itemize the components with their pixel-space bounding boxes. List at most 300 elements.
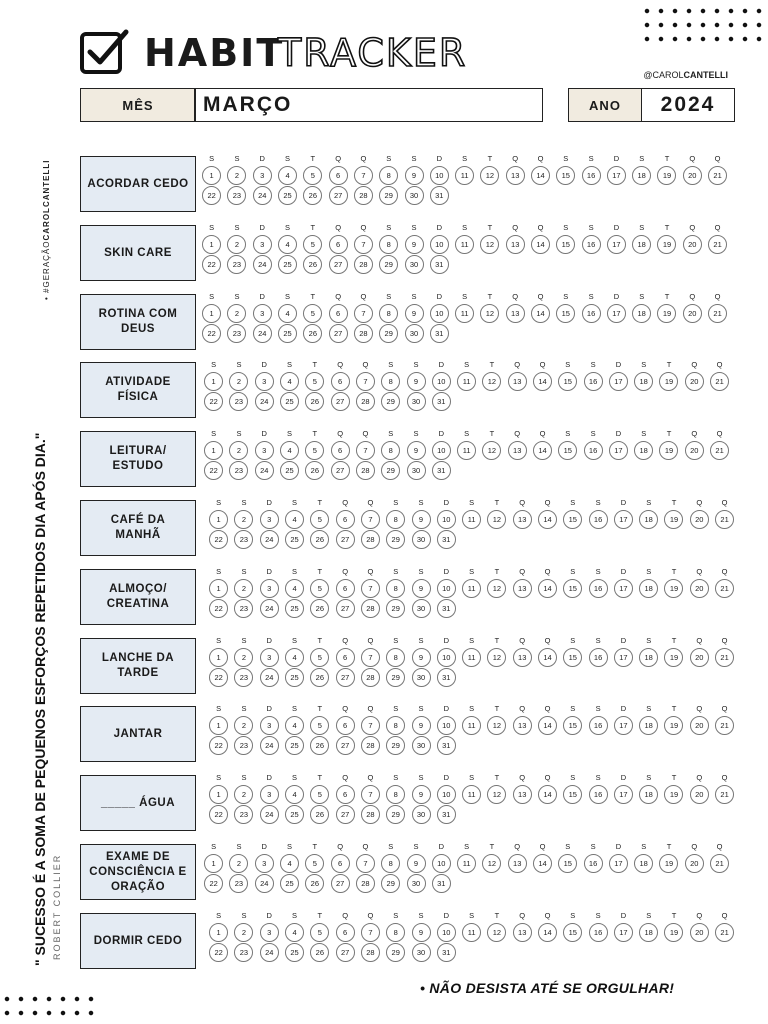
day-circle[interactable]: 16 <box>584 441 603 460</box>
day-circle[interactable]: 27 <box>336 530 355 549</box>
day-circle[interactable]: 19 <box>664 716 683 735</box>
day-circle[interactable]: 9 <box>412 923 431 942</box>
day-circle[interactable]: 21 <box>715 648 734 667</box>
day-circle[interactable]: 24 <box>260 668 279 687</box>
day-circle[interactable]: 24 <box>260 736 279 755</box>
day-circle[interactable]: 12 <box>480 166 499 185</box>
day-circle[interactable]: 8 <box>386 648 405 667</box>
day-circle[interactable]: 11 <box>462 785 481 804</box>
day-circle[interactable]: 13 <box>508 441 527 460</box>
day-circle[interactable]: 15 <box>563 510 582 529</box>
day-circle[interactable]: 10 <box>437 579 456 598</box>
day-circle[interactable]: 1 <box>202 235 221 254</box>
day-circle[interactable]: 10 <box>437 785 456 804</box>
day-circle[interactable]: 18 <box>639 648 658 667</box>
day-circle[interactable]: 19 <box>657 166 676 185</box>
day-circle[interactable]: 29 <box>381 461 400 480</box>
day-circle[interactable]: 16 <box>582 166 601 185</box>
day-circle[interactable]: 28 <box>361 736 380 755</box>
day-circle[interactable]: 5 <box>305 854 324 873</box>
day-circle[interactable]: 7 <box>361 716 380 735</box>
day-circle[interactable]: 13 <box>513 923 532 942</box>
day-circle[interactable]: 12 <box>480 304 499 323</box>
day-circle[interactable]: 21 <box>708 166 727 185</box>
day-circle[interactable]: 26 <box>305 461 324 480</box>
day-circle[interactable]: 24 <box>260 943 279 962</box>
day-circle[interactable]: 6 <box>336 785 355 804</box>
day-circle[interactable]: 16 <box>584 372 603 391</box>
day-circle[interactable]: 11 <box>462 510 481 529</box>
day-circle[interactable]: 1 <box>209 648 228 667</box>
day-circle[interactable]: 28 <box>354 324 373 343</box>
day-circle[interactable]: 9 <box>405 166 424 185</box>
day-circle[interactable]: 21 <box>715 510 734 529</box>
day-circle[interactable]: 5 <box>303 235 322 254</box>
day-circle[interactable]: 17 <box>614 716 633 735</box>
day-circle[interactable]: 31 <box>437 599 456 618</box>
day-circle[interactable]: 13 <box>508 854 527 873</box>
day-circle[interactable]: 26 <box>305 874 324 893</box>
day-circle[interactable]: 14 <box>538 510 557 529</box>
day-circle[interactable]: 19 <box>659 372 678 391</box>
day-circle[interactable]: 28 <box>354 186 373 205</box>
day-circle[interactable]: 19 <box>664 923 683 942</box>
day-circle[interactable]: 29 <box>386 530 405 549</box>
day-circle[interactable]: 19 <box>664 648 683 667</box>
day-circle[interactable]: 20 <box>685 372 704 391</box>
day-circle[interactable]: 5 <box>310 785 329 804</box>
day-circle[interactable]: 8 <box>379 235 398 254</box>
day-circle[interactable]: 3 <box>253 304 272 323</box>
day-circle[interactable]: 22 <box>202 186 221 205</box>
day-circle[interactable]: 7 <box>356 854 375 873</box>
day-circle[interactable]: 13 <box>513 510 532 529</box>
day-circle[interactable]: 3 <box>253 166 272 185</box>
day-circle[interactable]: 5 <box>310 510 329 529</box>
day-circle[interactable]: 11 <box>455 304 474 323</box>
day-circle[interactable]: 21 <box>708 304 727 323</box>
day-circle[interactable]: 23 <box>229 392 248 411</box>
day-circle[interactable]: 16 <box>582 304 601 323</box>
day-circle[interactable]: 27 <box>336 599 355 618</box>
day-circle[interactable]: 18 <box>639 923 658 942</box>
day-circle[interactable]: 18 <box>639 785 658 804</box>
day-circle[interactable]: 1 <box>204 441 223 460</box>
day-circle[interactable]: 14 <box>538 648 557 667</box>
day-circle[interactable]: 18 <box>639 579 658 598</box>
day-circle[interactable]: 11 <box>457 372 476 391</box>
day-circle[interactable]: 27 <box>329 324 348 343</box>
day-circle[interactable]: 28 <box>356 392 375 411</box>
day-circle[interactable]: 27 <box>331 461 350 480</box>
day-circle[interactable]: 31 <box>432 461 451 480</box>
day-circle[interactable]: 16 <box>584 854 603 873</box>
day-circle[interactable]: 6 <box>329 304 348 323</box>
day-circle[interactable]: 4 <box>278 304 297 323</box>
day-circle[interactable]: 23 <box>234 805 253 824</box>
day-circle[interactable]: 4 <box>285 648 304 667</box>
day-circle[interactable]: 19 <box>657 235 676 254</box>
day-circle[interactable]: 14 <box>531 166 550 185</box>
day-circle[interactable]: 26 <box>303 255 322 274</box>
day-circle[interactable]: 17 <box>607 235 626 254</box>
day-circle[interactable]: 10 <box>430 166 449 185</box>
day-circle[interactable]: 3 <box>260 510 279 529</box>
day-circle[interactable]: 29 <box>386 599 405 618</box>
day-circle[interactable]: 23 <box>227 324 246 343</box>
day-circle[interactable]: 10 <box>432 854 451 873</box>
day-circle[interactable]: 22 <box>204 874 223 893</box>
day-circle[interactable]: 18 <box>634 372 653 391</box>
day-circle[interactable]: 14 <box>531 304 550 323</box>
day-circle[interactable]: 20 <box>683 235 702 254</box>
day-circle[interactable]: 11 <box>455 166 474 185</box>
day-circle[interactable]: 12 <box>487 579 506 598</box>
day-circle[interactable]: 30 <box>412 736 431 755</box>
day-circle[interactable]: 2 <box>234 923 253 942</box>
day-circle[interactable]: 12 <box>482 441 501 460</box>
day-circle[interactable]: 4 <box>280 441 299 460</box>
day-circle[interactable]: 6 <box>336 716 355 735</box>
day-circle[interactable]: 28 <box>354 255 373 274</box>
day-circle[interactable]: 8 <box>386 579 405 598</box>
day-circle[interactable]: 9 <box>407 854 426 873</box>
day-circle[interactable]: 22 <box>209 736 228 755</box>
day-circle[interactable]: 1 <box>202 166 221 185</box>
day-circle[interactable]: 13 <box>506 166 525 185</box>
day-circle[interactable]: 22 <box>202 255 221 274</box>
day-circle[interactable]: 31 <box>430 186 449 205</box>
day-circle[interactable]: 25 <box>285 805 304 824</box>
day-circle[interactable]: 30 <box>412 599 431 618</box>
day-circle[interactable]: 14 <box>533 441 552 460</box>
day-circle[interactable]: 11 <box>462 648 481 667</box>
day-circle[interactable]: 31 <box>437 530 456 549</box>
day-circle[interactable]: 1 <box>209 716 228 735</box>
day-circle[interactable]: 16 <box>589 648 608 667</box>
day-circle[interactable]: 27 <box>329 186 348 205</box>
day-circle[interactable]: 26 <box>310 805 329 824</box>
day-circle[interactable]: 29 <box>379 186 398 205</box>
day-circle[interactable]: 17 <box>614 923 633 942</box>
day-circle[interactable]: 5 <box>303 304 322 323</box>
day-circle[interactable]: 15 <box>563 923 582 942</box>
day-circle[interactable]: 3 <box>260 923 279 942</box>
day-circle[interactable]: 17 <box>609 854 628 873</box>
day-circle[interactable]: 4 <box>285 716 304 735</box>
day-circle[interactable]: 17 <box>607 166 626 185</box>
day-circle[interactable]: 14 <box>538 923 557 942</box>
day-circle[interactable]: 21 <box>715 716 734 735</box>
day-circle[interactable]: 18 <box>639 716 658 735</box>
day-circle[interactable]: 2 <box>234 716 253 735</box>
day-circle[interactable]: 10 <box>430 304 449 323</box>
day-circle[interactable]: 25 <box>278 186 297 205</box>
day-circle[interactable]: 18 <box>634 854 653 873</box>
day-circle[interactable]: 11 <box>457 854 476 873</box>
day-circle[interactable]: 8 <box>379 166 398 185</box>
day-circle[interactable]: 5 <box>305 372 324 391</box>
day-circle[interactable]: 2 <box>227 166 246 185</box>
day-circle[interactable]: 9 <box>412 716 431 735</box>
day-circle[interactable]: 25 <box>280 392 299 411</box>
day-circle[interactable]: 19 <box>664 579 683 598</box>
day-circle[interactable]: 17 <box>614 785 633 804</box>
day-circle[interactable]: 26 <box>310 943 329 962</box>
day-circle[interactable]: 18 <box>632 304 651 323</box>
day-circle[interactable]: 7 <box>356 372 375 391</box>
day-circle[interactable]: 5 <box>310 923 329 942</box>
day-circle[interactable]: 26 <box>310 736 329 755</box>
day-circle[interactable]: 7 <box>354 166 373 185</box>
day-circle[interactable]: 23 <box>234 599 253 618</box>
day-circle[interactable]: 19 <box>664 510 683 529</box>
day-circle[interactable]: 28 <box>361 943 380 962</box>
day-circle[interactable]: 22 <box>209 599 228 618</box>
day-circle[interactable]: 8 <box>386 716 405 735</box>
day-circle[interactable]: 31 <box>437 805 456 824</box>
day-circle[interactable]: 20 <box>690 579 709 598</box>
day-circle[interactable]: 5 <box>310 716 329 735</box>
day-circle[interactable]: 15 <box>558 372 577 391</box>
day-circle[interactable]: 27 <box>336 805 355 824</box>
day-circle[interactable]: 13 <box>513 716 532 735</box>
day-circle[interactable]: 24 <box>253 255 272 274</box>
day-circle[interactable]: 16 <box>589 579 608 598</box>
day-circle[interactable]: 30 <box>405 186 424 205</box>
day-circle[interactable]: 24 <box>255 874 274 893</box>
month-value[interactable]: MARÇO <box>194 88 543 122</box>
day-circle[interactable]: 22 <box>204 392 223 411</box>
day-circle[interactable]: 9 <box>407 441 426 460</box>
day-circle[interactable]: 15 <box>556 235 575 254</box>
day-circle[interactable]: 9 <box>407 372 426 391</box>
day-circle[interactable]: 11 <box>457 441 476 460</box>
day-circle[interactable]: 1 <box>204 372 223 391</box>
day-circle[interactable]: 9 <box>412 510 431 529</box>
day-circle[interactable]: 1 <box>209 510 228 529</box>
day-circle[interactable]: 25 <box>285 599 304 618</box>
day-circle[interactable]: 2 <box>234 648 253 667</box>
day-circle[interactable]: 23 <box>229 874 248 893</box>
day-circle[interactable]: 15 <box>563 716 582 735</box>
day-circle[interactable]: 21 <box>715 923 734 942</box>
day-circle[interactable]: 7 <box>361 579 380 598</box>
day-circle[interactable]: 14 <box>533 854 552 873</box>
day-circle[interactable]: 31 <box>430 255 449 274</box>
day-circle[interactable]: 22 <box>209 805 228 824</box>
day-circle[interactable]: 31 <box>432 392 451 411</box>
day-circle[interactable]: 12 <box>487 648 506 667</box>
day-circle[interactable]: 14 <box>538 785 557 804</box>
day-circle[interactable]: 23 <box>227 186 246 205</box>
day-circle[interactable]: 4 <box>280 854 299 873</box>
day-circle[interactable]: 24 <box>255 392 274 411</box>
day-circle[interactable]: 22 <box>202 324 221 343</box>
day-circle[interactable]: 15 <box>556 166 575 185</box>
day-circle[interactable]: 27 <box>336 736 355 755</box>
day-circle[interactable]: 8 <box>381 854 400 873</box>
day-circle[interactable]: 27 <box>329 255 348 274</box>
day-circle[interactable]: 30 <box>407 461 426 480</box>
day-circle[interactable]: 13 <box>513 785 532 804</box>
day-circle[interactable]: 3 <box>255 372 274 391</box>
day-circle[interactable]: 1 <box>209 785 228 804</box>
day-circle[interactable]: 20 <box>685 854 704 873</box>
day-circle[interactable]: 19 <box>657 304 676 323</box>
day-circle[interactable]: 2 <box>227 235 246 254</box>
day-circle[interactable]: 14 <box>531 235 550 254</box>
day-circle[interactable]: 31 <box>437 736 456 755</box>
day-circle[interactable]: 15 <box>558 441 577 460</box>
day-circle[interactable]: 27 <box>331 392 350 411</box>
day-circle[interactable]: 4 <box>285 510 304 529</box>
day-circle[interactable]: 9 <box>412 648 431 667</box>
day-circle[interactable]: 17 <box>614 510 633 529</box>
day-circle[interactable]: 15 <box>556 304 575 323</box>
day-circle[interactable]: 18 <box>632 235 651 254</box>
day-circle[interactable]: 19 <box>659 441 678 460</box>
day-circle[interactable]: 5 <box>303 166 322 185</box>
day-circle[interactable]: 16 <box>589 510 608 529</box>
day-circle[interactable]: 30 <box>407 392 426 411</box>
day-circle[interactable]: 9 <box>405 235 424 254</box>
day-circle[interactable]: 9 <box>412 579 431 598</box>
day-circle[interactable]: 20 <box>690 510 709 529</box>
day-circle[interactable]: 17 <box>609 372 628 391</box>
day-circle[interactable]: 25 <box>285 943 304 962</box>
day-circle[interactable]: 7 <box>361 510 380 529</box>
day-circle[interactable]: 22 <box>204 461 223 480</box>
day-circle[interactable]: 13 <box>508 372 527 391</box>
day-circle[interactable]: 28 <box>361 530 380 549</box>
day-circle[interactable]: 17 <box>614 648 633 667</box>
day-circle[interactable]: 8 <box>381 372 400 391</box>
day-circle[interactable]: 21 <box>710 441 729 460</box>
day-circle[interactable]: 7 <box>361 785 380 804</box>
day-circle[interactable]: 4 <box>280 372 299 391</box>
day-circle[interactable]: 24 <box>253 186 272 205</box>
day-circle[interactable]: 6 <box>331 854 350 873</box>
day-circle[interactable]: 24 <box>260 805 279 824</box>
day-circle[interactable]: 24 <box>255 461 274 480</box>
day-circle[interactable]: 29 <box>386 805 405 824</box>
day-circle[interactable]: 12 <box>482 854 501 873</box>
day-circle[interactable]: 11 <box>462 923 481 942</box>
day-circle[interactable]: 25 <box>280 874 299 893</box>
day-circle[interactable]: 13 <box>506 304 525 323</box>
day-circle[interactable]: 22 <box>209 943 228 962</box>
day-circle[interactable]: 30 <box>405 324 424 343</box>
day-circle[interactable]: 15 <box>563 648 582 667</box>
day-circle[interactable]: 1 <box>204 854 223 873</box>
day-circle[interactable]: 22 <box>209 668 228 687</box>
day-circle[interactable]: 20 <box>690 785 709 804</box>
day-circle[interactable]: 20 <box>690 716 709 735</box>
day-circle[interactable]: 24 <box>260 530 279 549</box>
day-circle[interactable]: 28 <box>361 599 380 618</box>
day-circle[interactable]: 15 <box>563 579 582 598</box>
day-circle[interactable]: 7 <box>354 304 373 323</box>
day-circle[interactable]: 15 <box>558 854 577 873</box>
day-circle[interactable]: 20 <box>683 166 702 185</box>
day-circle[interactable]: 3 <box>253 235 272 254</box>
day-circle[interactable]: 25 <box>285 736 304 755</box>
day-circle[interactable]: 3 <box>260 716 279 735</box>
day-circle[interactable]: 6 <box>336 579 355 598</box>
day-circle[interactable]: 10 <box>430 235 449 254</box>
day-circle[interactable]: 12 <box>487 716 506 735</box>
day-circle[interactable]: 16 <box>589 785 608 804</box>
day-circle[interactable]: 6 <box>331 372 350 391</box>
day-circle[interactable]: 7 <box>361 923 380 942</box>
day-circle[interactable]: 28 <box>361 805 380 824</box>
day-circle[interactable]: 9 <box>405 304 424 323</box>
day-circle[interactable]: 13 <box>506 235 525 254</box>
day-circle[interactable]: 20 <box>690 923 709 942</box>
day-circle[interactable]: 9 <box>412 785 431 804</box>
day-circle[interactable]: 26 <box>310 530 329 549</box>
day-circle[interactable]: 8 <box>386 923 405 942</box>
day-circle[interactable]: 29 <box>379 324 398 343</box>
day-circle[interactable]: 11 <box>462 716 481 735</box>
day-circle[interactable]: 21 <box>715 785 734 804</box>
day-circle[interactable]: 3 <box>260 579 279 598</box>
day-circle[interactable]: 10 <box>437 923 456 942</box>
day-circle[interactable]: 30 <box>412 530 431 549</box>
day-circle[interactable]: 17 <box>607 304 626 323</box>
day-circle[interactable]: 5 <box>310 648 329 667</box>
day-circle[interactable]: 31 <box>437 943 456 962</box>
day-circle[interactable]: 1 <box>209 923 228 942</box>
day-circle[interactable]: 31 <box>437 668 456 687</box>
day-circle[interactable]: 29 <box>386 943 405 962</box>
day-circle[interactable]: 6 <box>336 923 355 942</box>
day-circle[interactable]: 27 <box>336 668 355 687</box>
day-circle[interactable]: 17 <box>609 441 628 460</box>
day-circle[interactable]: 12 <box>487 785 506 804</box>
day-circle[interactable]: 23 <box>227 255 246 274</box>
day-circle[interactable]: 28 <box>356 874 375 893</box>
day-circle[interactable]: 13 <box>513 579 532 598</box>
day-circle[interactable]: 6 <box>329 166 348 185</box>
day-circle[interactable]: 17 <box>614 579 633 598</box>
day-circle[interactable]: 29 <box>379 255 398 274</box>
day-circle[interactable]: 30 <box>407 874 426 893</box>
day-circle[interactable]: 6 <box>331 441 350 460</box>
day-circle[interactable]: 28 <box>356 461 375 480</box>
day-circle[interactable]: 4 <box>278 235 297 254</box>
day-circle[interactable]: 8 <box>386 510 405 529</box>
day-circle[interactable]: 2 <box>234 579 253 598</box>
day-circle[interactable]: 16 <box>589 716 608 735</box>
day-circle[interactable]: 21 <box>710 372 729 391</box>
day-circle[interactable]: 1 <box>202 304 221 323</box>
day-circle[interactable]: 12 <box>487 923 506 942</box>
day-circle[interactable]: 23 <box>229 461 248 480</box>
day-circle[interactable]: 19 <box>664 785 683 804</box>
day-circle[interactable]: 1 <box>209 579 228 598</box>
day-circle[interactable]: 8 <box>381 441 400 460</box>
day-circle[interactable]: 29 <box>381 392 400 411</box>
day-circle[interactable]: 21 <box>708 235 727 254</box>
day-circle[interactable]: 27 <box>336 943 355 962</box>
day-circle[interactable]: 18 <box>634 441 653 460</box>
day-circle[interactable]: 4 <box>285 579 304 598</box>
day-circle[interactable]: 2 <box>234 785 253 804</box>
day-circle[interactable]: 16 <box>589 923 608 942</box>
day-circle[interactable]: 29 <box>381 874 400 893</box>
